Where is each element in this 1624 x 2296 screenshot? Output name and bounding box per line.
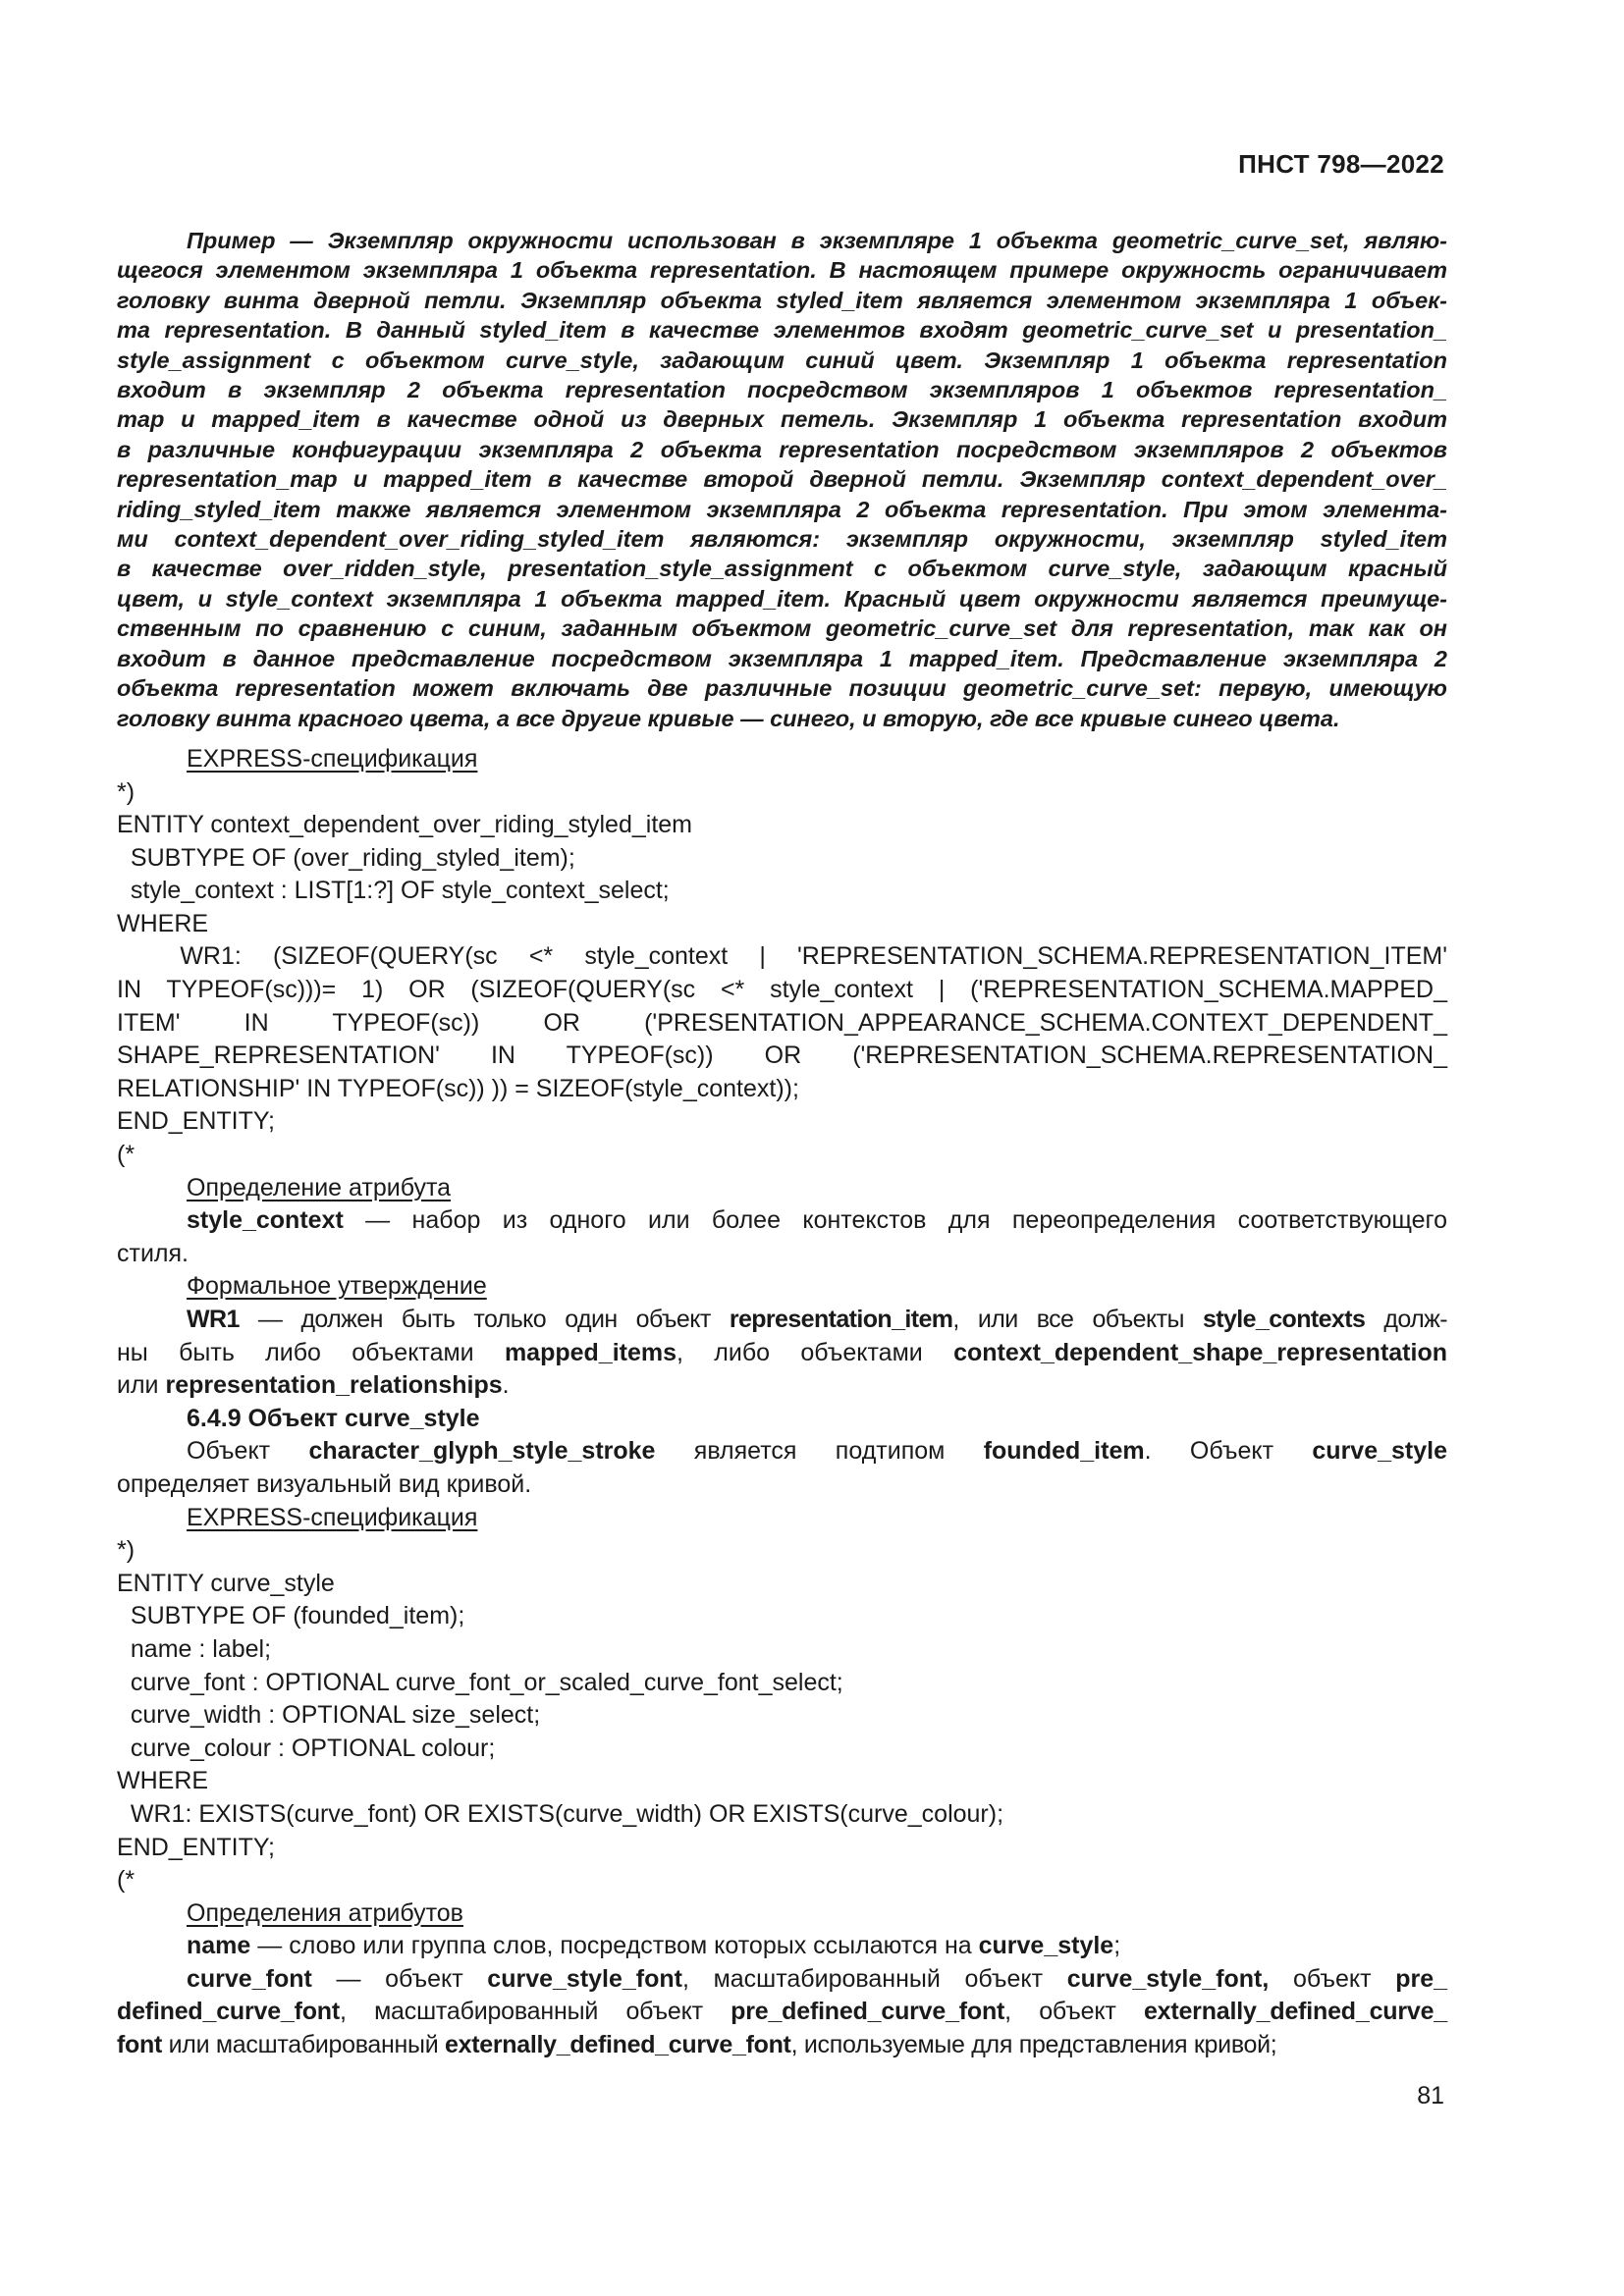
example-line: входит в данное представление посредством экземпляра 1 mapped_item. Представление экземпляра 2: [117, 645, 1447, 671]
code-line: curve_font : OPTIONAL curve_font_or_scaled_curve_font_select;: [117, 1668, 843, 1696]
example-line: та representation. В данный styled_item в качестве элементов входят geometric_curve_set и presentation_: [117, 317, 1447, 344]
document-code-header: ПНСТ 798—2022: [1238, 149, 1444, 179]
example-line: style_assignment с объектом curve_style, задающим синий цвет. Экземпляр 1 объекта representation: [117, 347, 1447, 373]
page-number: 81: [1417, 2082, 1444, 2109]
code-line: (*: [117, 1141, 135, 1169]
attribute-definition-cont: defined_curve_font, масштабированный объект pre_defined_curve_font, объект externally_defined_curve_: [117, 1998, 1447, 2026]
formal-statement: WR1 — должен быть только один объект representation_item, или все объекты style_contexts долж-: [187, 1306, 1447, 1333]
term: style_context: [187, 1206, 344, 1235]
section-intro-cont: определяет визуальный вид кривой.: [117, 1469, 532, 1498]
example-line: map и mapped_item в качестве одной из дверных петель. Экземпляр 1 объекта representation входит: [117, 406, 1447, 433]
attribute-definition-cont: font или масштабированный externally_defined_curve_font, используемые для представления кривой;: [117, 2031, 1277, 2059]
example-line: щегося элементом экземпляра 1 объекта representation. В настоящем примере окружность ограничивает: [117, 257, 1447, 284]
attribute-definition-curve-font: curve_font — объект curve_style_font, масштабированный объект curve_style_font, объект pre_: [187, 1964, 1447, 1993]
attribute-definitions-heading: Определения атрибутов: [187, 1898, 463, 1927]
express-spec-heading: EXPRESS-спецификация: [187, 744, 478, 773]
code-line: ENTITY curve_style: [117, 1569, 335, 1597]
formal-statement-cont: ны быть либо объектами mapped_items, либо объектами context_dependent_shape_representation: [117, 1338, 1447, 1366]
section-title: 6.4.9 Объект curve_style: [187, 1404, 480, 1432]
example-line: цвет, и style_context экземпляра 1 объекта mapped_item. Красный цвет окружности является преимуще-: [117, 585, 1447, 612]
example-line: в качестве over_ridden_style, presentation_style_assignment с объектом curve_style, задающим красный: [117, 556, 1447, 582]
code-line: (*: [117, 1866, 135, 1895]
section-intro: Объект character_glyph_style_stroke является подтипом founded_item. Объект curve_style: [187, 1437, 1447, 1466]
example-line: головку винта дверной петли. Экземпляр объекта styled_item является элементом экземпляра 1 объек-: [117, 287, 1447, 313]
express-spec-heading: EXPRESS-спецификация: [187, 1503, 478, 1531]
code-line: WHERE: [117, 1767, 209, 1795]
code-line: WR1: EXISTS(curve_font) OR EXISTS(curve_width) OR EXISTS(curve_colour);: [117, 1799, 1004, 1828]
page-body: [117, 226, 1447, 2062]
rule-code-line: WR1: (SIZEOF(QUERY(sc <* style_context | 'REPRESENTATION_SCHEMA.REPRESENTATION_ITEM': [117, 942, 1447, 971]
example-paragraph: [117, 226, 1447, 733]
rule-code-line: RELATIONSHIP' IN TYPEOF(sc)) )) = SIZEOF(style_context));: [117, 1074, 799, 1102]
code-line: curve_colour : OPTIONAL colour;: [117, 1734, 496, 1762]
attribute-definition-heading: Определение атрибута: [187, 1173, 452, 1201]
code-line: name : label;: [117, 1634, 272, 1663]
attribute-definition: style_context — набор из одного или более контекстов для переопределения соответствующего: [187, 1206, 1447, 1235]
code-line: ENTITY context_dependent_over_riding_styled_item: [117, 811, 692, 839]
rule-code-line: ITEM' IN TYPEOF(sc)) OR ('PRESENTATION_APPEARANCE_SCHEMA.CONTEXT_DEPENDENT_: [117, 1008, 1447, 1037]
code-line: SUBTYPE OF (over_riding_styled_item);: [117, 843, 575, 872]
attribute-definition-name: name — слово или группа слов, посредством которых ссылаются на curve_style;: [187, 1932, 1121, 1960]
formal-statement-heading: Формальное утверждение: [187, 1272, 487, 1301]
code-line: END_ENTITY;: [117, 1107, 275, 1136]
code-line: WHERE: [117, 909, 209, 937]
code-line: curve_width : OPTIONAL size_select;: [117, 1701, 541, 1730]
attribute-definition-cont: стиля.: [117, 1239, 189, 1267]
rule-code-line: IN TYPEOF(sc)))= 1) OR (SIZEOF(QUERY(sc <* style_context | ('REPRESENTATION_SCHEMA.MAPPED_: [117, 976, 1447, 1004]
example-line: Пример — Экземпляр окружности использован в экземпляре 1 объекта geometric_curve_set, являю-: [187, 228, 1447, 253]
formal-statement-cont: или representation_relationships.: [117, 1371, 510, 1400]
code-line: *): [117, 777, 135, 806]
example-line: головку винта красного цвета, а все другие кривые — синего, и вторую, где все кривые синего цвета.: [117, 705, 1340, 731]
example-line: riding_styled_item также является элементом экземпляра 2 объекта representation. При этом элемента-: [117, 496, 1447, 522]
example-line: ственным по сравнению с синим, заданным объектом geometric_curve_set для representation, так как он: [117, 615, 1447, 642]
example-line: representation_map и mapped_item в качестве второй дверной петли. Экземпляр context_dependent_over_: [117, 466, 1447, 493]
example-line: в различные конфигурации экземпляра 2 объекта representation посредством экземпляров 2 объектов: [117, 436, 1447, 462]
code-line: style_context : LIST[1:?] OF style_context_select;: [117, 877, 670, 905]
example-line: ми context_dependent_over_riding_styled_item являются: экземпляр окружности, экземпляр styled_item: [117, 526, 1447, 553]
rule-code-line: SHAPE_REPRESENTATION' IN TYPEOF(sc)) OR ('REPRESENTATION_SCHEMA.REPRESENTATION_: [117, 1041, 1447, 1070]
code-line: SUBTYPE OF (founded_item);: [117, 1602, 465, 1630]
example-line: входит в экземпляр 2 объекта representation посредством экземпляров 1 объектов representation_: [117, 377, 1447, 403]
code-line: *): [117, 1536, 135, 1565]
example-line: объекта representation может включать две различные позиции geometric_curve_set: первую, имеющую: [117, 675, 1447, 702]
code-line: END_ENTITY;: [117, 1833, 275, 1861]
